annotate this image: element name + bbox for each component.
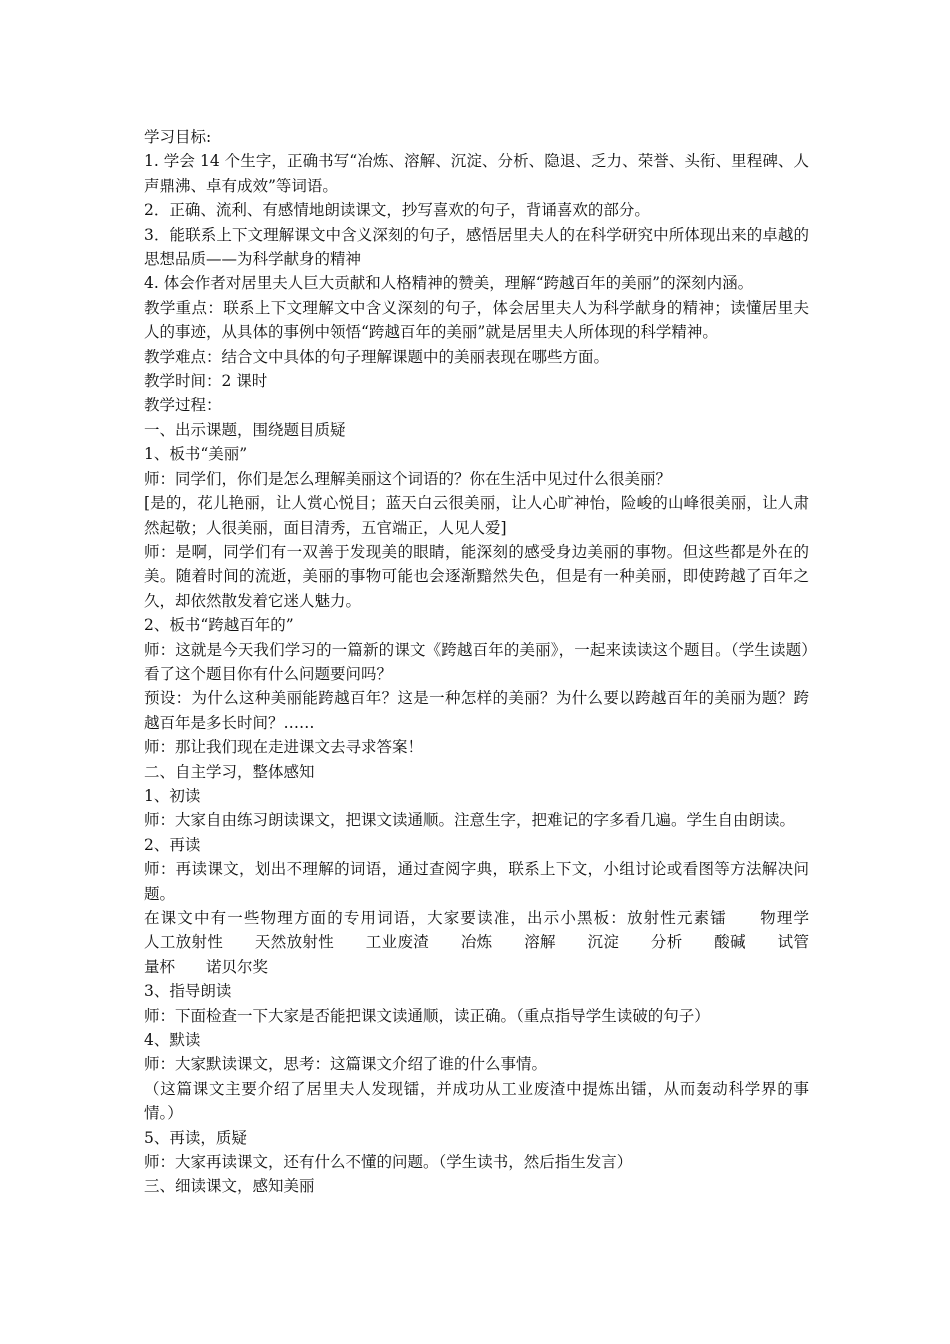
paragraph: [是的，花儿艳丽，让人赏心悦目；蓝天白云很美丽，让人心旷神怡，险峻的山峰很美丽，让人肃然起敬；人很美丽，面目清秀，五官端正，人见人爱] bbox=[144, 494, 809, 537]
step-1-1: 1、板书“美丽” bbox=[144, 445, 248, 464]
paragraph: 师：那让我们现在走进课文去寻求答案！ bbox=[144, 738, 424, 757]
step-1-2: 2、板书“跨越百年的” bbox=[144, 616, 294, 635]
goal-item-4: 4. 体会作者对居里夫人巨大贡献和人格精神的赞美，理解“跨越百年的美丽”的深刻内涵。 bbox=[144, 274, 754, 293]
heading-teaching-process: 教学过程： bbox=[144, 396, 222, 415]
paragraph: 师：大家自由练习朗读课文，把课文读通顺。注意生字，把难记的字多看几遍。学生自由朗读。 bbox=[144, 811, 796, 830]
heading-learning-goals: 学习目标: bbox=[144, 128, 212, 146]
teaching-time: 教学时间：2 课时 bbox=[144, 372, 268, 391]
paragraph: 师：大家默读课文，思考：这篇课文介绍了谁的什么事情。 bbox=[144, 1055, 548, 1074]
teaching-difficulty: 教学难点：结合文中具体的句子理解课题中的美丽表现在哪些方面。 bbox=[144, 347, 610, 366]
step-2-2: 2、再读 bbox=[144, 835, 201, 854]
section-heading-1: 一、出示课题，围绕题目质疑 bbox=[144, 420, 346, 439]
goal-item-1: 1. 学会 14 个生字，正确书写“冶炼、溶解、沉淀、分析、隐退、乏力、荣誉、头衔、里程碑、人声鼎沸、卓有成效”等词语。 bbox=[144, 152, 809, 195]
vocabulary-list: 在课文中有一些物理方面的专用词语，大家要读准，出示小黑板：放射性元素镭 物理学 人工放射性 天然放射性 工业废渣 冶炼 溶解 沉淀 分析 酸碱 试管 量杯 诺贝尔奖 bbox=[144, 909, 841, 976]
paragraph: （这篇课文主要介绍了居里夫人发现镭，并成功从工业废渣中提炼出镭，从而轰动科学界的事情。） bbox=[144, 1079, 809, 1123]
paragraph: 师：是啊，同学们有一双善于发现美的眼睛，能深刻的感受身边美丽的事物。但这些都是外在的美。随着时间的流逝，美丽的事物可能也会逐渐黯然失色，但是有一种美丽，即使跨越了百年之久，却依然散发着它迷人魅力。 bbox=[144, 542, 809, 610]
step-2-1: 1、初读 bbox=[144, 786, 201, 805]
step-2-3: 3、指导朗读 bbox=[144, 982, 232, 1001]
goal-item-2: 2．正确、流利、有感情地朗读课文，抄写喜欢的句子，背诵喜欢的部分。 bbox=[144, 201, 650, 220]
goal-item-3: 3．能联系上下文理解课文中含义深刻的句子，感悟居里夫人的在科学研究中所体现出来的卓越的思想品质——为科学献身的精神 bbox=[144, 225, 809, 269]
teaching-focus: 教学重点：联系上下文理解文中含义深刻的句子，体会居里夫人为科学献身的精神；读懂居里夫人的事迹，从具体的事例中领悟“跨越百年的美丽”就是居里夫人所体现的科学精神。 bbox=[144, 298, 809, 342]
paragraph: 师：再读课文，划出不理解的词语，通过查阅字典，联系上下文，小组讨论或看图等方法解决问题。 bbox=[144, 860, 809, 903]
paragraph: 师：大家再读课文，还有什么不懂的问题。（学生读书，然后指生发言） bbox=[144, 1153, 633, 1172]
section-heading-3: 三、细读课文，感知美丽 bbox=[144, 1177, 315, 1196]
paragraph: 师：这就是今天我们学习的一篇新的课文《跨越百年的美丽》，一起来读读这个题目。（学生读题）看了这个题目你有什么问题要问吗？ bbox=[144, 640, 809, 683]
step-2-4: 4、默读 bbox=[144, 1031, 201, 1050]
paragraph: 师：下面检查一下大家是否能把课文读通顺，读正确。（重点指导学生读破的句子） bbox=[144, 1006, 710, 1025]
lesson-plan-body bbox=[144, 125, 841, 1199]
paragraph: 预设：为什么这种美丽能跨越百年？这是一种怎样的美丽？为什么要以跨越百年的美丽为题？跨越百年是多长时间？…… bbox=[144, 689, 809, 732]
step-2-5: 5、再读，质疑 bbox=[144, 1128, 247, 1147]
paragraph: 师：同学们，你们是怎么理解美丽这个词语的？你在生活中见过什么很美丽？ bbox=[144, 469, 672, 488]
section-heading-2: 二、自主学习，整体感知 bbox=[144, 762, 315, 781]
